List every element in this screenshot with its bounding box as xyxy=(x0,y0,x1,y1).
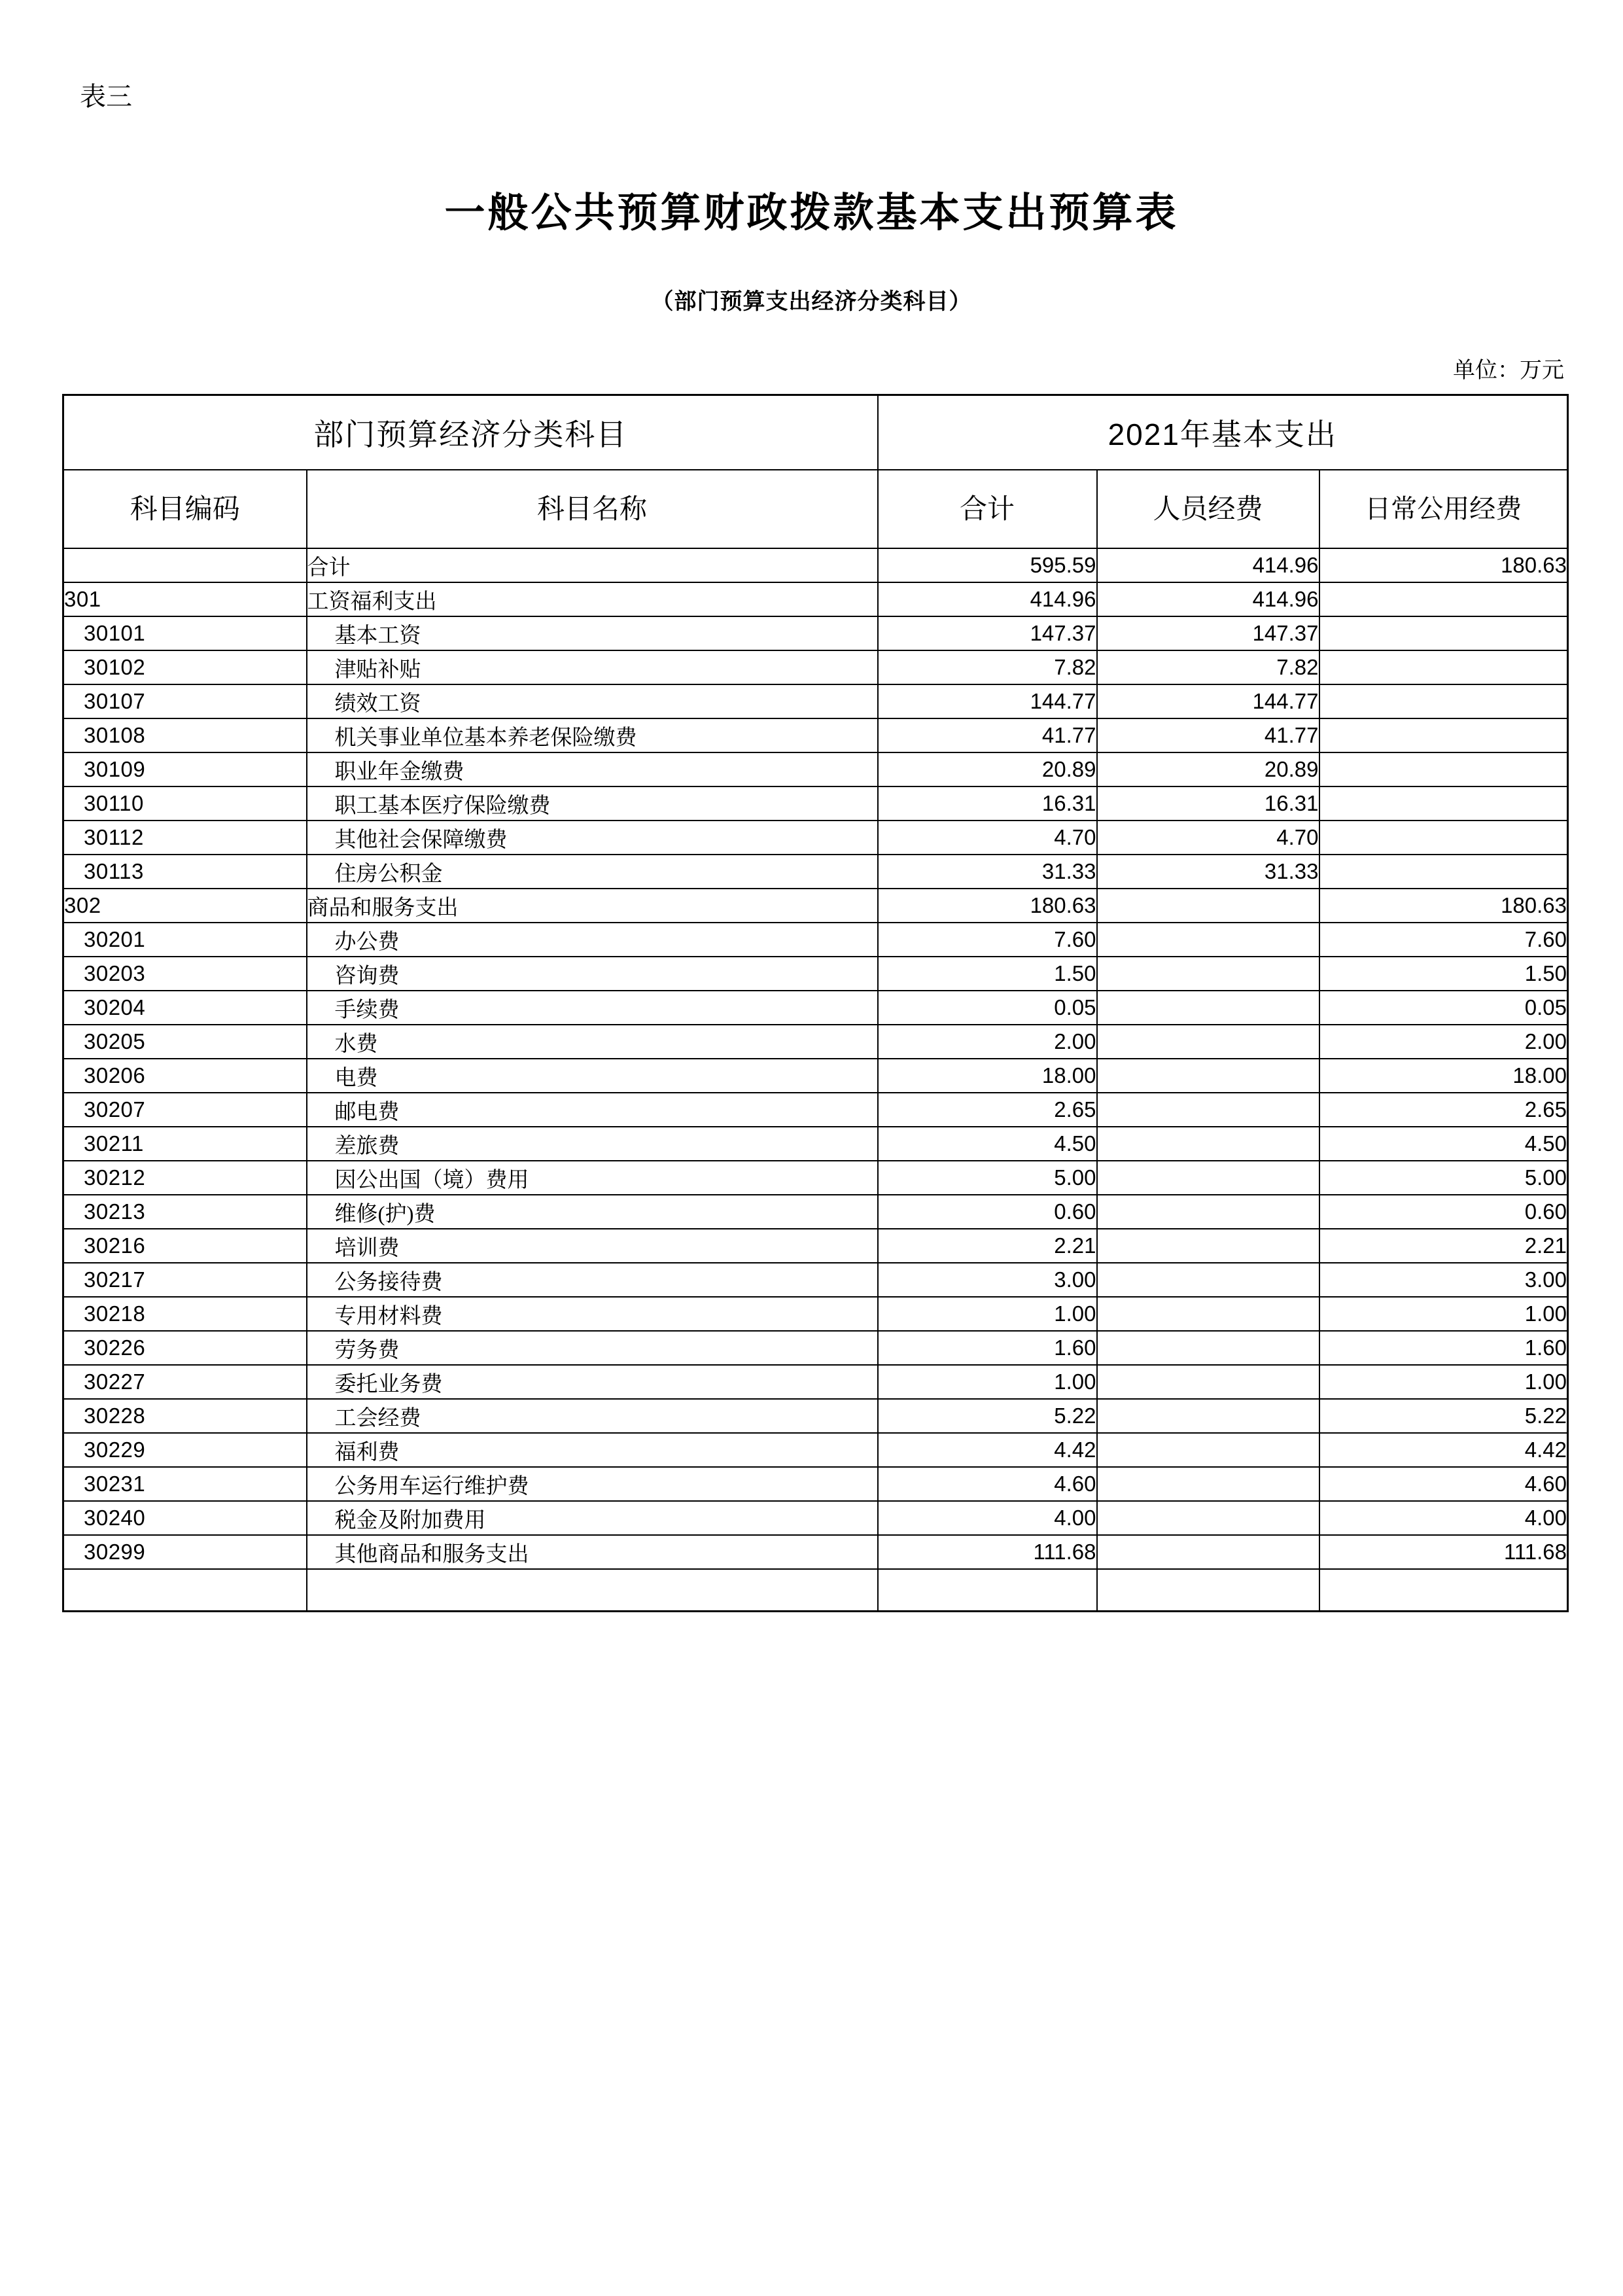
cell-daily xyxy=(1319,752,1568,786)
cell-daily: 0.60 xyxy=(1319,1195,1568,1229)
cell-personnel xyxy=(1097,957,1319,991)
cell-code: 30229 xyxy=(63,1433,307,1467)
cell-code: 30205 xyxy=(63,1025,307,1059)
cell-code: 30218 xyxy=(63,1297,307,1331)
cell-total: 7.60 xyxy=(878,923,1097,957)
cell-personnel xyxy=(1097,1501,1319,1535)
table-row xyxy=(63,1501,1568,1535)
cell-personnel xyxy=(1097,1433,1319,1467)
table-row xyxy=(63,548,1568,582)
table-row xyxy=(63,616,1568,650)
cell-total xyxy=(878,1569,1097,1612)
cell-personnel xyxy=(1097,889,1319,923)
cell-daily xyxy=(1319,1569,1568,1612)
cell-personnel xyxy=(1097,1535,1319,1569)
cell-total: 41.77 xyxy=(878,718,1097,752)
sheet-label: 表三 xyxy=(80,82,132,111)
cell-personnel: 16.31 xyxy=(1097,786,1319,821)
cell-name: 手续费 xyxy=(307,991,878,1025)
cell-code: 30217 xyxy=(63,1263,307,1297)
cell-code: 30299 xyxy=(63,1535,307,1569)
cell-code: 30227 xyxy=(63,1365,307,1399)
cell-code: 302 xyxy=(63,889,307,923)
cell-total: 111.68 xyxy=(878,1535,1097,1569)
table-row xyxy=(63,582,1568,616)
header-row-columns xyxy=(63,470,1568,548)
cell-name: 公务接待费 xyxy=(307,1263,878,1297)
cell-total: 2.21 xyxy=(878,1229,1097,1263)
header-col-daily: 日常公用经费 xyxy=(1319,470,1568,548)
cell-name: 培训费 xyxy=(307,1229,878,1263)
cell-code: 30216 xyxy=(63,1229,307,1263)
cell-name: 劳务费 xyxy=(307,1331,878,1365)
cell-personnel: 41.77 xyxy=(1097,718,1319,752)
cell-code: 30212 xyxy=(63,1161,307,1195)
cell-personnel: 7.82 xyxy=(1097,650,1319,684)
table-row xyxy=(63,1433,1568,1467)
cell-personnel xyxy=(1097,1569,1319,1612)
table-row xyxy=(63,1229,1568,1263)
cell-name: 绩效工资 xyxy=(307,684,878,718)
cell-daily xyxy=(1319,821,1568,855)
cell-daily: 4.00 xyxy=(1319,1501,1568,1535)
table-row xyxy=(63,1365,1568,1399)
cell-daily xyxy=(1319,650,1568,684)
header-group-subject: 部门预算经济分类科目 xyxy=(63,395,878,470)
cell-total: 1.60 xyxy=(878,1331,1097,1365)
cell-daily: 1.00 xyxy=(1319,1297,1568,1331)
cell-total: 31.33 xyxy=(878,855,1097,889)
table-row xyxy=(63,1025,1568,1059)
cell-name: 咨询费 xyxy=(307,957,878,991)
cell-personnel xyxy=(1097,1467,1319,1501)
cell-daily xyxy=(1319,616,1568,650)
cell-total: 4.70 xyxy=(878,821,1097,855)
cell-personnel xyxy=(1097,1331,1319,1365)
cell-total: 20.89 xyxy=(878,752,1097,786)
cell-name: 电费 xyxy=(307,1059,878,1093)
cell-total: 16.31 xyxy=(878,786,1097,821)
table-row xyxy=(63,1093,1568,1127)
header-group-expenditure: 2021年基本支出 xyxy=(878,395,1568,470)
cell-name: 专用材料费 xyxy=(307,1297,878,1331)
cell-total: 4.00 xyxy=(878,1501,1097,1535)
cell-daily xyxy=(1319,684,1568,718)
cell-code: 30112 xyxy=(63,821,307,855)
cell-name: 其他社会保障缴费 xyxy=(307,821,878,855)
cell-code: 30206 xyxy=(63,1059,307,1093)
cell-total: 2.65 xyxy=(878,1093,1097,1127)
cell-daily: 5.22 xyxy=(1319,1399,1568,1433)
cell-total: 4.42 xyxy=(878,1433,1097,1467)
cell-code xyxy=(63,548,307,582)
cell-daily: 1.50 xyxy=(1319,957,1568,991)
budget-table xyxy=(62,394,1569,1612)
cell-personnel xyxy=(1097,1195,1319,1229)
cell-name: 职工基本医疗保险缴费 xyxy=(307,786,878,821)
cell-total: 4.50 xyxy=(878,1127,1097,1161)
cell-personnel xyxy=(1097,1365,1319,1399)
header-col-total: 合计 xyxy=(878,470,1097,548)
cell-total: 2.00 xyxy=(878,1025,1097,1059)
table-row xyxy=(63,650,1568,684)
cell-name: 公务用车运行维护费 xyxy=(307,1467,878,1501)
cell-name: 税金及附加费用 xyxy=(307,1501,878,1535)
cell-personnel xyxy=(1097,991,1319,1025)
cell-code: 30113 xyxy=(63,855,307,889)
cell-daily: 4.50 xyxy=(1319,1127,1568,1161)
table-row xyxy=(63,855,1568,889)
cell-name: 合计 xyxy=(307,548,878,582)
header-row-group xyxy=(63,395,1568,470)
cell-personnel xyxy=(1097,1127,1319,1161)
table-row xyxy=(63,1399,1568,1433)
cell-personnel: 20.89 xyxy=(1097,752,1319,786)
table-row xyxy=(63,923,1568,957)
cell-personnel xyxy=(1097,1399,1319,1433)
cell-daily: 5.00 xyxy=(1319,1161,1568,1195)
table-row xyxy=(63,889,1568,923)
cell-name: 基本工资 xyxy=(307,616,878,650)
cell-personnel xyxy=(1097,1025,1319,1059)
cell-personnel xyxy=(1097,1161,1319,1195)
cell-code: 30201 xyxy=(63,923,307,957)
cell-name: 差旅费 xyxy=(307,1127,878,1161)
cell-total: 5.22 xyxy=(878,1399,1097,1433)
cell-daily: 1.00 xyxy=(1319,1365,1568,1399)
cell-personnel: 147.37 xyxy=(1097,616,1319,650)
cell-daily xyxy=(1319,718,1568,752)
cell-total: 0.05 xyxy=(878,991,1097,1025)
table-row xyxy=(63,1195,1568,1229)
cell-daily: 0.05 xyxy=(1319,991,1568,1025)
cell-code: 30213 xyxy=(63,1195,307,1229)
cell-daily: 180.63 xyxy=(1319,889,1568,923)
cell-code: 30228 xyxy=(63,1399,307,1433)
cell-name: 因公出国（境）费用 xyxy=(307,1161,878,1195)
cell-name: 其他商品和服务支出 xyxy=(307,1535,878,1569)
table-head xyxy=(63,395,1568,549)
table-row xyxy=(63,1161,1568,1195)
table-row xyxy=(63,1297,1568,1331)
page-title: 一般公共预算财政拨款基本支出预算表 xyxy=(444,190,1179,236)
cell-code: 30109 xyxy=(63,752,307,786)
header-col-name: 科目名称 xyxy=(307,470,878,548)
cell-daily: 111.68 xyxy=(1319,1535,1568,1569)
cell-code: 30204 xyxy=(63,991,307,1025)
cell-personnel: 414.96 xyxy=(1097,548,1319,582)
cell-personnel: 31.33 xyxy=(1097,855,1319,889)
cell-name xyxy=(307,1569,878,1612)
budget-table-wrapper xyxy=(62,394,1567,1612)
cell-daily: 2.65 xyxy=(1319,1093,1568,1127)
table-row xyxy=(63,1263,1568,1297)
cell-total: 147.37 xyxy=(878,616,1097,650)
cell-personnel: 144.77 xyxy=(1097,684,1319,718)
table-row xyxy=(63,1127,1568,1161)
cell-daily: 180.63 xyxy=(1319,548,1568,582)
cell-daily: 2.21 xyxy=(1319,1229,1568,1263)
cell-daily: 1.60 xyxy=(1319,1331,1568,1365)
cell-name: 住房公积金 xyxy=(307,855,878,889)
table-row xyxy=(63,991,1568,1025)
table-row xyxy=(63,821,1568,855)
cell-personnel xyxy=(1097,1297,1319,1331)
table-row xyxy=(63,1535,1568,1569)
cell-daily: 4.42 xyxy=(1319,1433,1568,1467)
cell-total: 18.00 xyxy=(878,1059,1097,1093)
cell-name: 工资福利支出 xyxy=(307,582,878,616)
cell-code: 30108 xyxy=(63,718,307,752)
table-row xyxy=(63,1331,1568,1365)
cell-total: 180.63 xyxy=(878,889,1097,923)
table-row xyxy=(63,1059,1568,1093)
cell-code: 30240 xyxy=(63,1501,307,1535)
cell-total: 7.82 xyxy=(878,650,1097,684)
cell-daily: 18.00 xyxy=(1319,1059,1568,1093)
cell-daily: 7.60 xyxy=(1319,923,1568,957)
cell-name: 福利费 xyxy=(307,1433,878,1467)
cell-name: 办公费 xyxy=(307,923,878,957)
cell-personnel: 4.70 xyxy=(1097,821,1319,855)
table-row xyxy=(63,684,1568,718)
cell-total: 595.59 xyxy=(878,548,1097,582)
cell-daily xyxy=(1319,855,1568,889)
cell-name: 商品和服务支出 xyxy=(307,889,878,923)
cell-name: 维修(护)费 xyxy=(307,1195,878,1229)
table-body xyxy=(63,548,1568,1612)
cell-total: 0.60 xyxy=(878,1195,1097,1229)
table-row xyxy=(63,718,1568,752)
cell-name: 工会经费 xyxy=(307,1399,878,1433)
cell-personnel xyxy=(1097,1093,1319,1127)
cell-name: 职业年金缴费 xyxy=(307,752,878,786)
cell-name: 机关事业单位基本养老保险缴费 xyxy=(307,718,878,752)
cell-code: 30102 xyxy=(63,650,307,684)
cell-total: 3.00 xyxy=(878,1263,1097,1297)
cell-total: 1.00 xyxy=(878,1297,1097,1331)
cell-daily: 2.00 xyxy=(1319,1025,1568,1059)
cell-code: 30207 xyxy=(63,1093,307,1127)
cell-code: 301 xyxy=(63,582,307,616)
cell-name: 津贴补贴 xyxy=(307,650,878,684)
cell-total: 144.77 xyxy=(878,684,1097,718)
cell-total: 4.60 xyxy=(878,1467,1097,1501)
cell-daily xyxy=(1319,786,1568,821)
cell-code xyxy=(63,1569,307,1612)
cell-total: 1.50 xyxy=(878,957,1097,991)
cell-code: 30107 xyxy=(63,684,307,718)
header-col-personnel: 人员经费 xyxy=(1097,470,1319,548)
cell-total: 1.00 xyxy=(878,1365,1097,1399)
cell-personnel: 414.96 xyxy=(1097,582,1319,616)
table-row xyxy=(63,752,1568,786)
cell-name: 水费 xyxy=(307,1025,878,1059)
cell-daily xyxy=(1319,582,1568,616)
cell-code: 30231 xyxy=(63,1467,307,1501)
cell-personnel xyxy=(1097,923,1319,957)
table-row xyxy=(63,1569,1568,1612)
header-col-code: 科目编码 xyxy=(63,470,307,548)
table-row xyxy=(63,786,1568,821)
table-row xyxy=(63,957,1568,991)
title-block xyxy=(0,190,1623,315)
page-subtitle: （部门预算支出经济分类科目） xyxy=(651,289,972,315)
cell-daily: 4.60 xyxy=(1319,1467,1568,1501)
cell-code: 30226 xyxy=(63,1331,307,1365)
cell-name: 邮电费 xyxy=(307,1093,878,1127)
cell-total: 5.00 xyxy=(878,1161,1097,1195)
cell-code: 30211 xyxy=(63,1127,307,1161)
table-row xyxy=(63,1467,1568,1501)
cell-name: 委托业务费 xyxy=(307,1365,878,1399)
cell-total: 414.96 xyxy=(878,582,1097,616)
cell-code: 30203 xyxy=(63,957,307,991)
unit-note: 单位：万元 xyxy=(1453,359,1564,383)
cell-personnel xyxy=(1097,1263,1319,1297)
cell-code: 30101 xyxy=(63,616,307,650)
cell-daily: 3.00 xyxy=(1319,1263,1568,1297)
cell-personnel xyxy=(1097,1059,1319,1093)
cell-personnel xyxy=(1097,1229,1319,1263)
cell-code: 30110 xyxy=(63,786,307,821)
